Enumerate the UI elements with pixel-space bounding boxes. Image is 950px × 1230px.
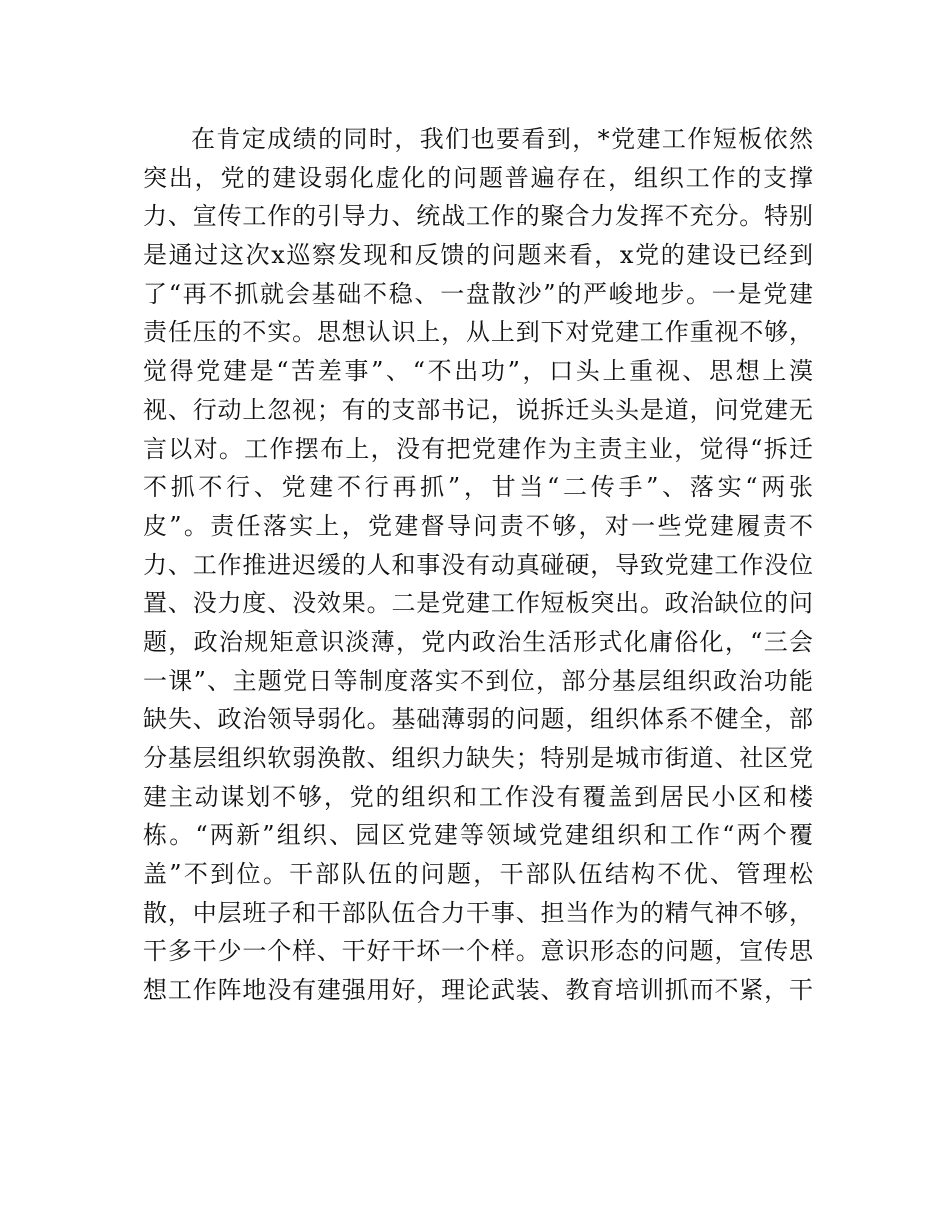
text-line: 干多干少一个样、干好干坏一个样。意识形态的问题，宣传思 — [143, 937, 813, 966]
text-line: 突出，党的建设弱化虚化的问题普遍存在，组织工作的支撑 — [143, 163, 813, 192]
text-line: 散，中层班子和干部队伍合力干事、担当作为的精气神不够， — [143, 898, 813, 927]
text-line: 置、没力度、没效果。二是党建工作短板突出。政治缺位的问 — [143, 589, 813, 618]
text-line: 在肯定成绩的同时，我们也要看到，*党建工作短板依然 — [191, 125, 813, 153]
text-line: 一课”、主题党日等制度落实不到位，部分基层组织政治功能 — [143, 666, 813, 695]
text-line: 视、行动上忽视；有的支部书记，说拆迁头头是道，问党建无 — [143, 395, 813, 424]
text-line: 盖”不到位。干部队伍的问题，干部队伍结构不优、管理松 — [143, 860, 813, 889]
text-line: 是通过这次x巡察发现和反馈的问题来看，x党的建设已经到 — [143, 241, 813, 270]
text-line: 言以对。工作摆布上，没有把党建作为主责主业，觉得“拆迁 — [143, 434, 813, 463]
text-line: 皮”。责任落实上，党建督导问责不够，对一些党建履责不 — [143, 511, 813, 540]
text-line: 题，政治规矩意识淡薄，党内政治生活形式化庸俗化，“三会 — [143, 627, 813, 656]
text-line: 分基层组织软弱涣散、组织力缺失；特别是城市街道、社区党 — [143, 744, 813, 772]
body-paragraph — [143, 120, 813, 1010]
text-line: 不抓不行、党建不行再抓”，甘当“二传手”、落实“两张 — [143, 473, 813, 502]
text-line: 栋。“两新”组织、园区党建等领域党建组织和工作“两个覆 — [143, 821, 813, 850]
text-line: 缺失、政治领导弱化。基础薄弱的问题，组织体系不健全，部 — [143, 705, 813, 734]
text-line: 建主动谋划不够，党的组织和工作没有覆盖到居民小区和楼 — [143, 782, 813, 811]
text-line: 力、宣传工作的引导力、统战工作的聚合力发挥不充分。特别 — [143, 202, 813, 231]
text-line: 了“再不抓就会基础不稳、一盘散沙”的严峻地步。一是党建 — [143, 279, 813, 308]
text-line: 觉得党建是“苦差事”、“不出功”，口头上重视、思想上漠 — [143, 357, 813, 386]
text-line: 想工作阵地没有建强用好，理论武装、教育培训抓而不紧，干 — [143, 976, 813, 1005]
text-line: 力、工作推进迟缓的人和事没有动真碰硬，导致党建工作没位 — [143, 550, 813, 579]
text-line: 责任压的不实。思想认识上，从上到下对党建工作重视不够， — [143, 318, 813, 347]
